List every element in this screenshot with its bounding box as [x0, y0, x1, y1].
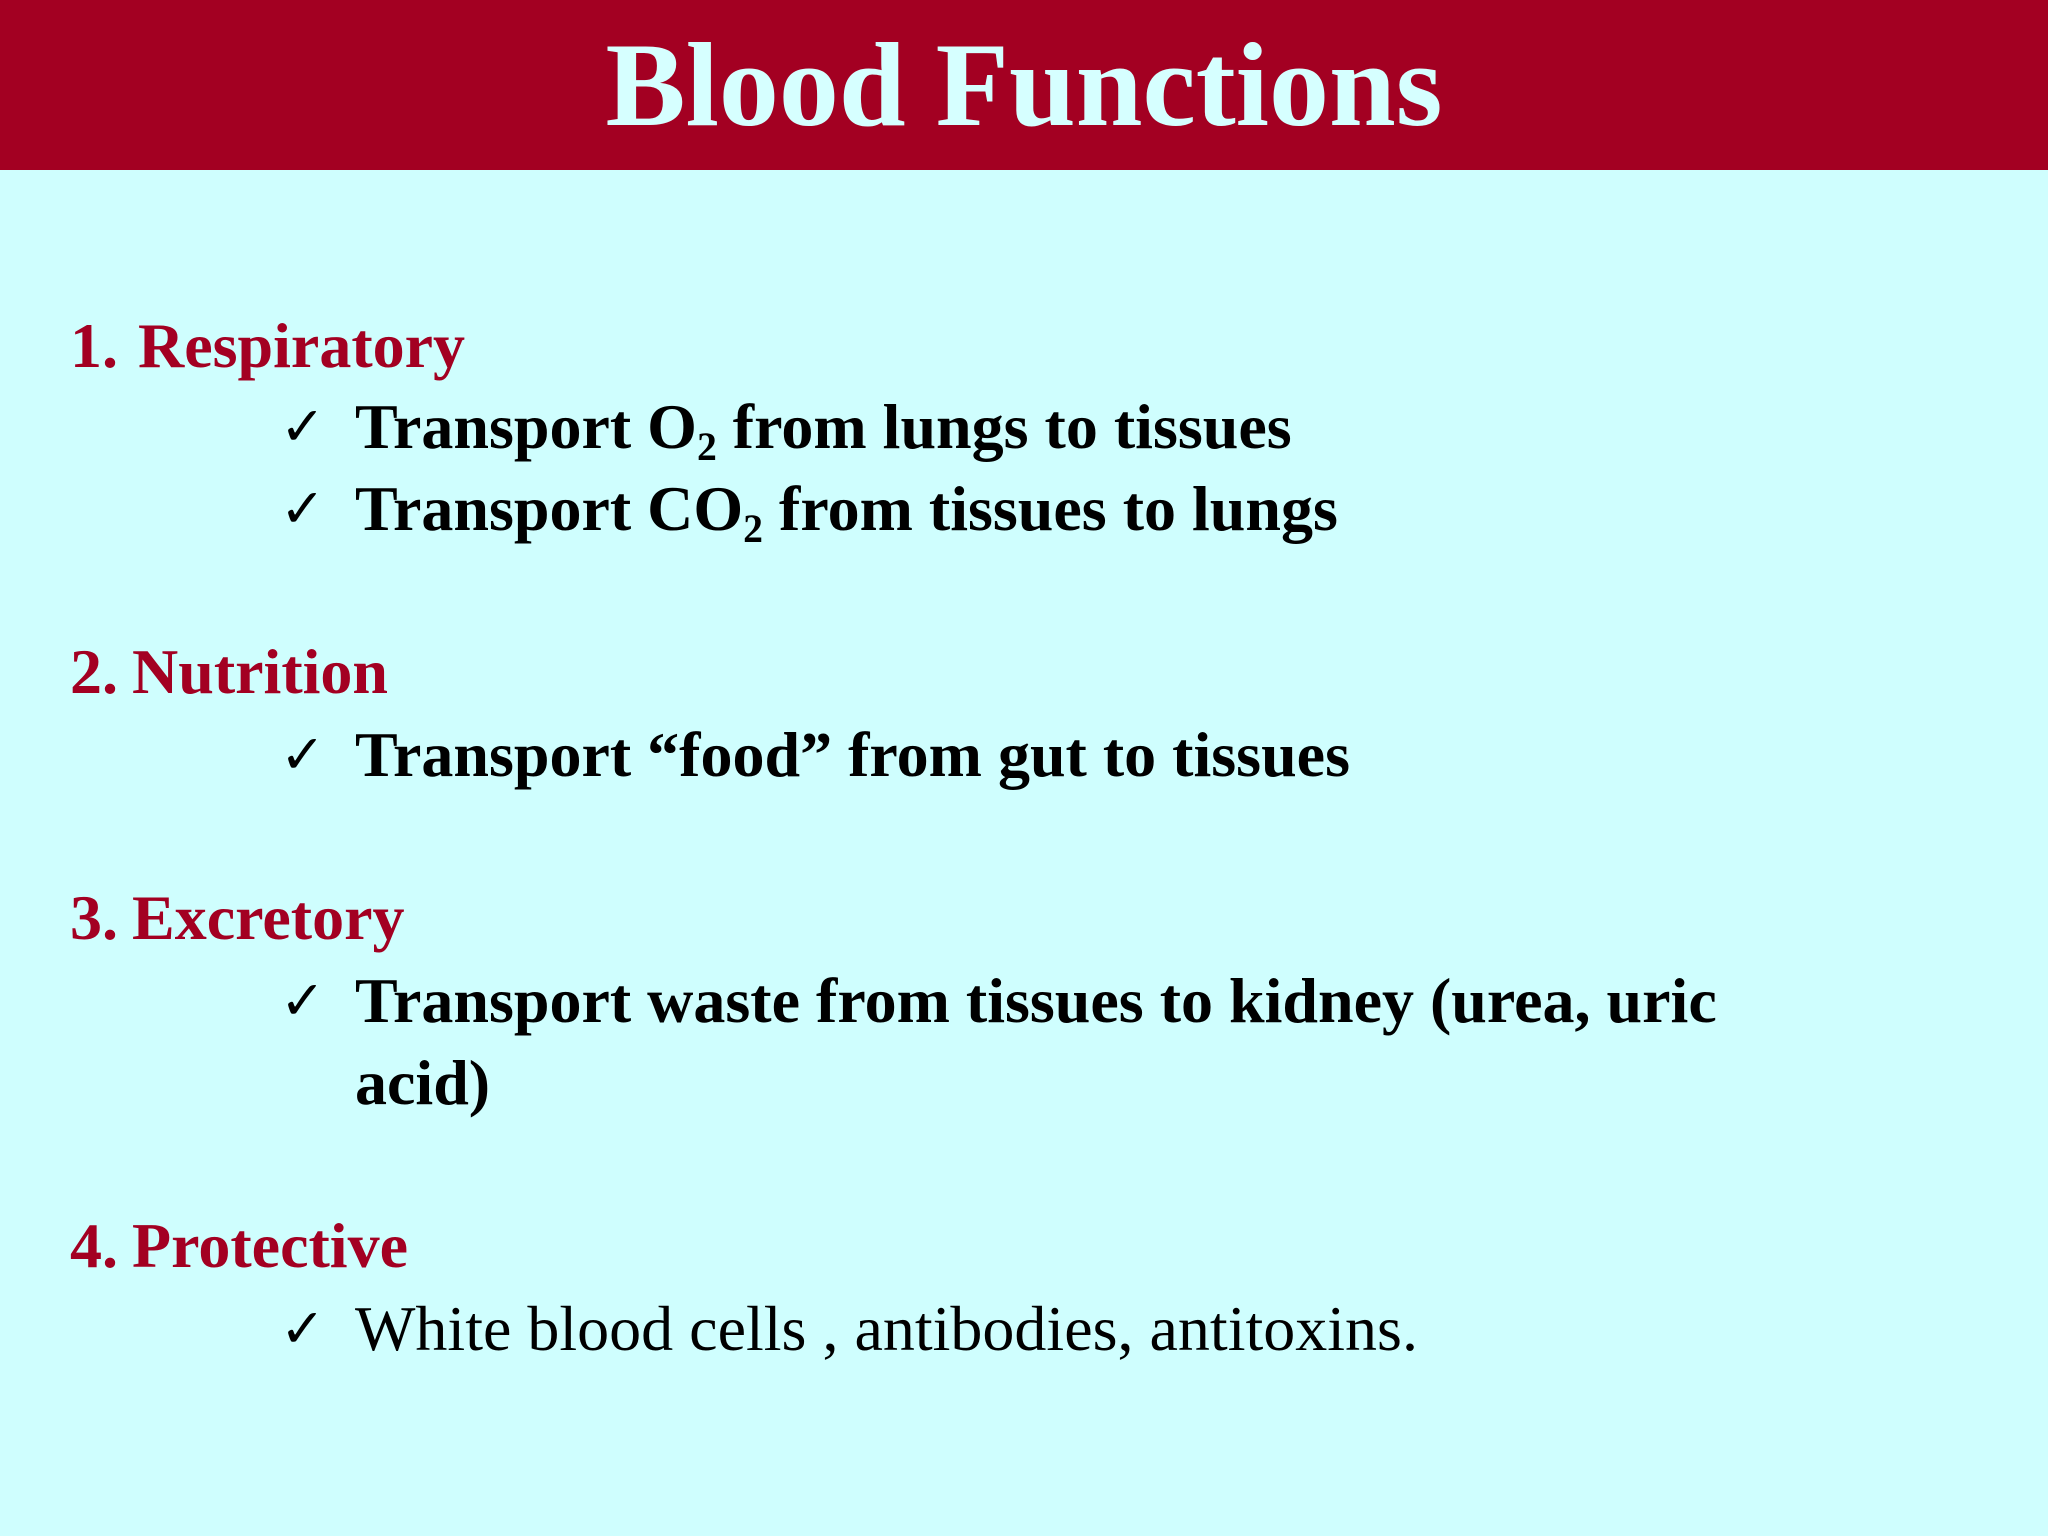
- bullet-text-line1: Transport waste from tissues to kidney (urea, uric: [355, 965, 1717, 1036]
- section-number: 1.: [70, 310, 118, 381]
- section-number: 4.: [70, 1210, 118, 1281]
- checkmark-icon: ✓: [280, 477, 326, 540]
- bullet-transport-waste: [280, 960, 1840, 1124]
- section-heading-protective: [70, 1206, 408, 1286]
- bullet-text: Transport $O_2$ from lungs to tissues: [355, 391, 1292, 469]
- title-bar: [0, 0, 2048, 170]
- checkmark-icon: ✓: [280, 1297, 326, 1360]
- bullet-text: White blood cells , antibodies, antitoxins.: [355, 1293, 1418, 1364]
- bullet-text: Transport “food” from gut to tissues: [355, 719, 1350, 790]
- checkmark-icon: ✓: [280, 969, 326, 1032]
- section-title: Nutrition: [132, 636, 388, 707]
- section-number: 3.: [70, 882, 118, 953]
- slide-title: Blood Functions: [605, 18, 1443, 151]
- section-title: Protective: [132, 1210, 408, 1281]
- section-number: 2.: [70, 636, 118, 707]
- checkmark-icon: ✓: [280, 723, 326, 786]
- bullet-text-line2: acid): [355, 1047, 491, 1118]
- section-heading-excretory: [70, 878, 404, 958]
- bullet-transport-o2: [280, 386, 1840, 468]
- section-heading-nutrition: [70, 632, 388, 712]
- section-title: Respiratory: [138, 310, 466, 381]
- checkmark-icon: ✓: [280, 395, 326, 458]
- section-heading-respiratory: [70, 306, 465, 386]
- bullet-white-blood-cells: [280, 1288, 1840, 1370]
- bullet-transport-co2: [280, 468, 1840, 550]
- bullet-transport-food: [280, 714, 1840, 796]
- bullet-text: Transport $CO_2$ from tissues to lungs: [355, 473, 1338, 551]
- section-title: Excretory: [132, 882, 405, 953]
